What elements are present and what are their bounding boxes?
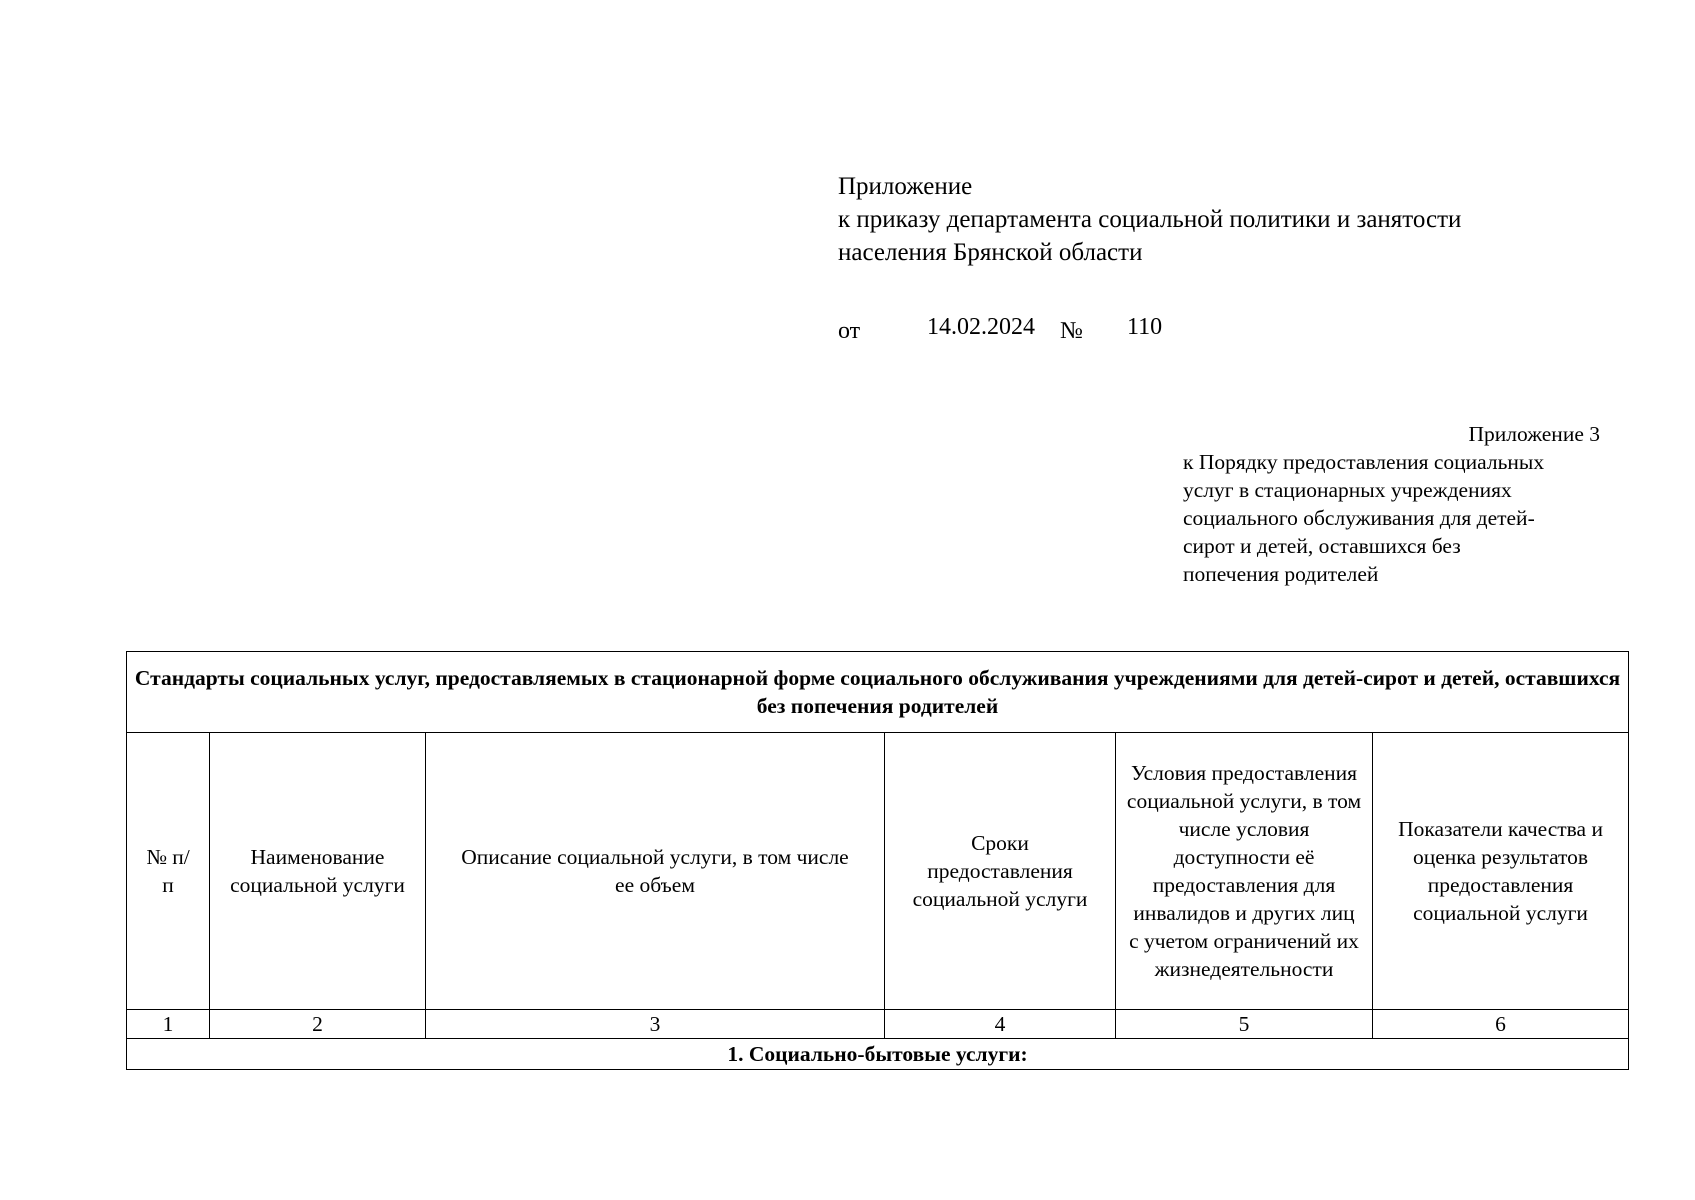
- column-header-number: № п/п: [127, 733, 210, 1010]
- appendix-3-line: услуг в стационарных учреждениях: [1183, 478, 1512, 502]
- appendix-3-block: [1183, 420, 1603, 588]
- column-number: 2: [210, 1010, 426, 1039]
- appendix-3-line: попечения родителей: [1183, 562, 1379, 586]
- column-header-description: Описание социальной услуги, в том числе ее объем: [426, 733, 885, 1010]
- appendix-3-line: социального обслуживания для детей-: [1183, 506, 1535, 530]
- header-line-2: к приказу департамента социальной политики и занятости: [838, 206, 1462, 233]
- column-number: 1: [127, 1010, 210, 1039]
- table-header-row: [127, 733, 1629, 1010]
- column-number: 4: [885, 1010, 1116, 1039]
- column-header-quality: Показатели качества и оценка результатов предоставления социальной услуги: [1373, 733, 1629, 1010]
- appendix-3-title: Приложение 3: [1468, 422, 1600, 446]
- header-line-3: населения Брянской области: [838, 239, 1143, 266]
- order-header: [838, 170, 1461, 269]
- table-caption: Стандарты социальных услуг, предоставляемых в стационарной форме социального обслуживания учреждениями для детей-сирот и детей, оставшихся без попечения родителей: [127, 652, 1629, 733]
- header-line-1: Приложение: [838, 173, 973, 200]
- column-header-service-name: Наименование социальной услуги: [210, 733, 426, 1010]
- order-from-label: от: [838, 318, 861, 344]
- appendix-3-line: к Порядку предоставления социальных: [1183, 450, 1545, 474]
- standards-table: [126, 651, 1629, 1070]
- order-number-sign: №: [1060, 318, 1083, 344]
- order-date: 14.02.2024: [927, 314, 1035, 340]
- appendix-3-line: сирот и детей, оставшихся без: [1183, 534, 1461, 558]
- column-numbers-row: [127, 1010, 1629, 1039]
- column-header-conditions: Условия предоставления социальной услуги, в том числе условия доступности её предоставления для инвалидов и других лиц с учетом ограничений их жизнедеятельности: [1116, 733, 1373, 1010]
- column-header-terms: Сроки предоставления социальной услуги: [885, 733, 1116, 1010]
- column-number: 5: [1116, 1010, 1373, 1039]
- section-heading-social-household: 1. Социально-бытовые услуги:: [127, 1039, 1629, 1070]
- table-caption-row: [127, 652, 1629, 733]
- order-number: 110: [1127, 314, 1163, 340]
- section-row: [127, 1039, 1629, 1070]
- column-number: 6: [1373, 1010, 1629, 1039]
- column-number: 3: [426, 1010, 885, 1039]
